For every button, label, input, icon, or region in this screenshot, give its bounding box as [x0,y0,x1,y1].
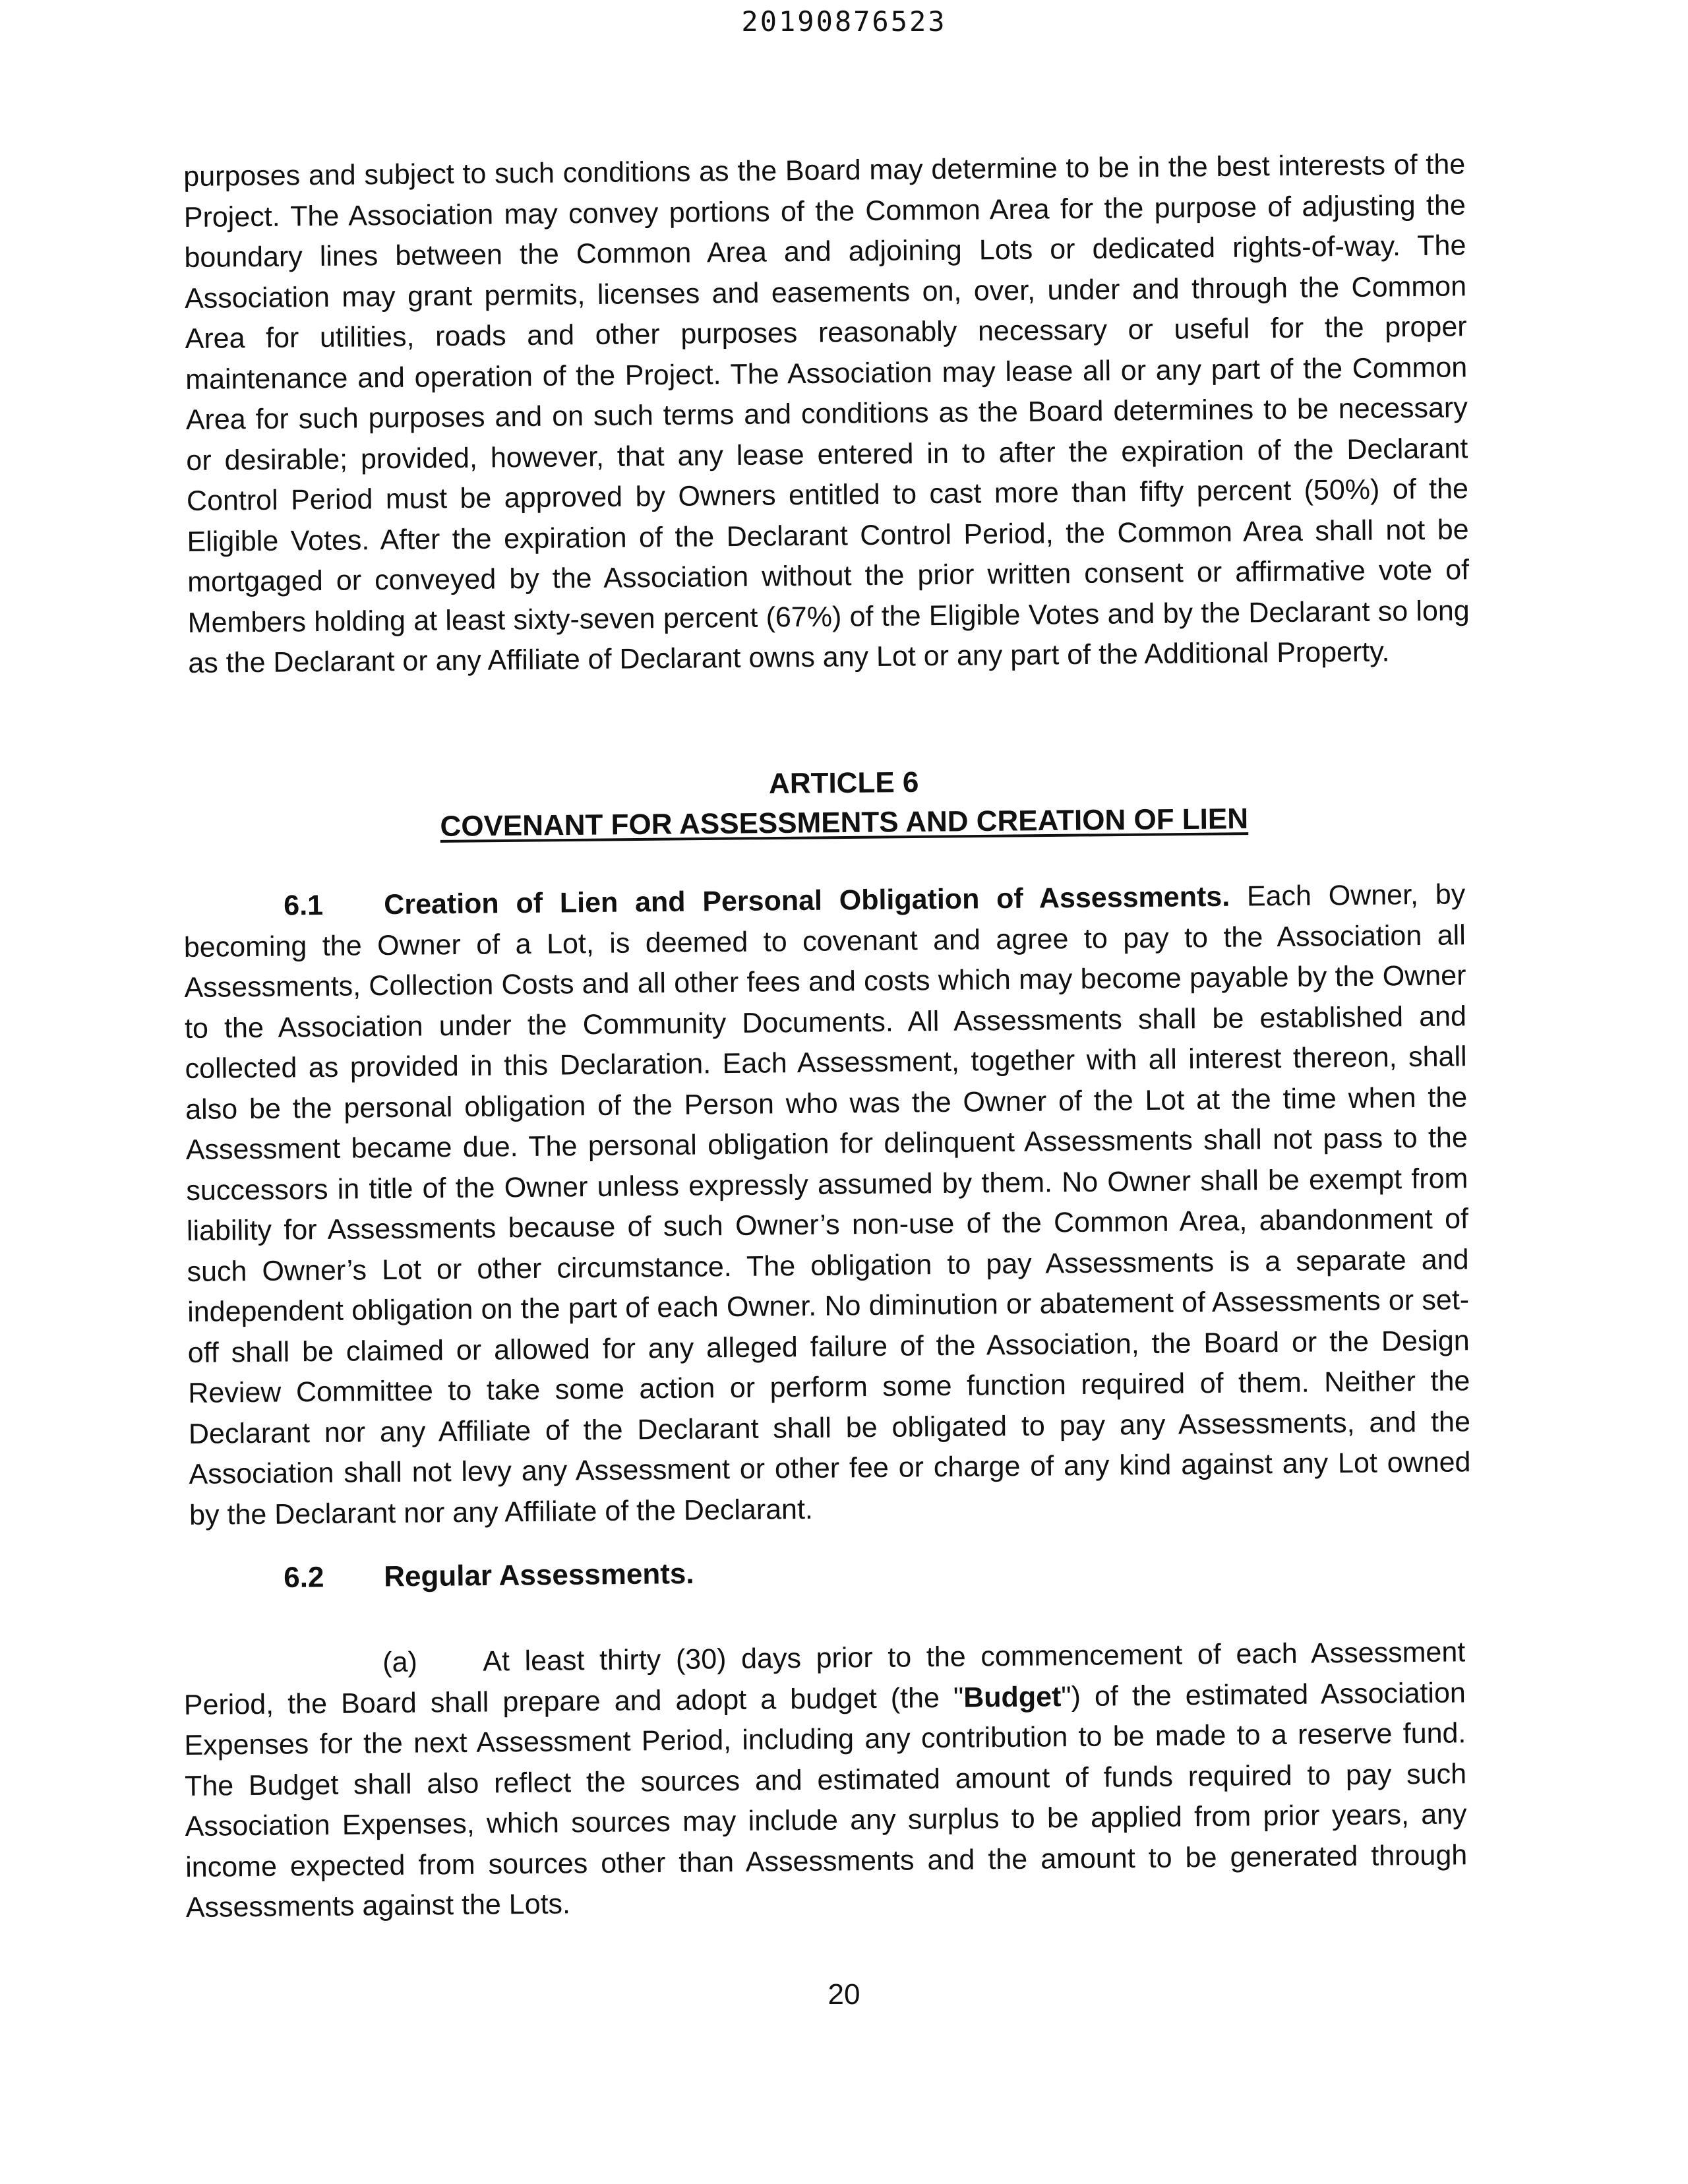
section-6-1-text: Each Owner, by becoming the Owner of a Lot, is deemed to covenant and agree to pay to the Association all Assessments, Collection Costs and all other fees and costs which may become payable by the Owner to the Association under the Community Documents. All Assessments shall be established and collected as provided in this Declaration. Each Assessment, together with all interest thereon, shall also be the personal obligation of the Person who was the Owner of the Lot at the time when the Assessment became due. The personal obligation for delinquent Assessments shall not pass to the successors in title of the Owner unless expressly assumed by them. No Owner shall be exempt from liability for Assessments because of such Owner’s non-use of the Common Area, abandonment of such Owner’s Lot or other circumstance. The obligation to pay Assessments is a separate and independent obligation on the part of each Owner. No diminution or abatement of Assessments or set-off shall be claimed or allowed for any alleged failure of the Association, the Board or the Design Review Committee to take some action or perform some function required of them. Neither the Declarant nor any Affiliate of the Declarant shall be obligated to pay any Assessments, and the Association shall not levy any Assessment or other fee or charge of any kind against any Lot owned by the Declarant nor any Affiliate of the Declarant. [183,878,1471,1531]
document-number: 20190876523 [741,5,947,38]
subsection-a-text-before: At least thirty (30) days prior to the commencement of each Assessment Period, the Board shall prepare and adopt a budget (the " [183,1636,1466,1721]
page-number: 20 [828,1978,860,2011]
section-6-1-number: 6.1 [284,889,324,922]
article-title-text: COVENANT FOR ASSESSMENTS AND CREATION OF LIEN [440,803,1249,843]
section-6-2-heading: Regular Assessments. [383,1558,694,1593]
section-6-2-number: 6.2 [284,1561,324,1594]
section-6-2-heading-line [284,1558,694,1594]
article-number: ARTICLE 6 [768,766,919,801]
paragraph-common-area: purposes and subject to such conditions as the Board may determine to be in the best interests of the Project. The Association may convey portions of the Common Area for the purpose of adjusting the boundary lines between the Common Area and adjoining Lots or dedicated rights-of-way. The Association may grant permits, licenses and easements on, over, under and through the Common Area for utilities, roads and other purposes reasonably necessary or useful for the proper maintenance and operation of the Project. The Association may lease all or any part of the Common Area for such purposes and on such terms and conditions as the Board determines to be necessary or desirable; provided, however, that any lease entered in to after the expiration of the Declarant Control Period must be approved by Owners entitled to cast more than fifty percent (50%) of the Eligible Votes. After the expiration of the Declarant Control Period, the Common Area shall not be mortgaged or conveyed by the Association without the prior written consent or affirmative vote of Members holding at least sixty-seven percent (67%) of the Eligible Votes and by the Declarant so long as the Declarant or any Affiliate of Declarant owns any Lot or any part of the Additional Property. [183,148,1470,679]
subsection-a-text-after: ") of the estimated Association Expenses for the next Assessment Period, including any contribution to be made to a reserve fund. The Budget shall also reflect the sources and estimated amount of funds required to pay such Association Expenses, which sources may include any surplus to be applied from prior years, any income expected from sources other than Assessments and the amount to be generated through Assessments against the Lots. [184,1676,1468,1924]
section-6-1-heading: Creation of Lien and Personal Obligation of Assessments. [384,880,1230,921]
section-6-2-a [183,1632,1468,1928]
article-heading [0,756,1688,851]
subsection-a-label: (a) [382,1646,418,1679]
section-6-1 [183,874,1471,1536]
defined-term-budget: Budget [963,1680,1062,1714]
